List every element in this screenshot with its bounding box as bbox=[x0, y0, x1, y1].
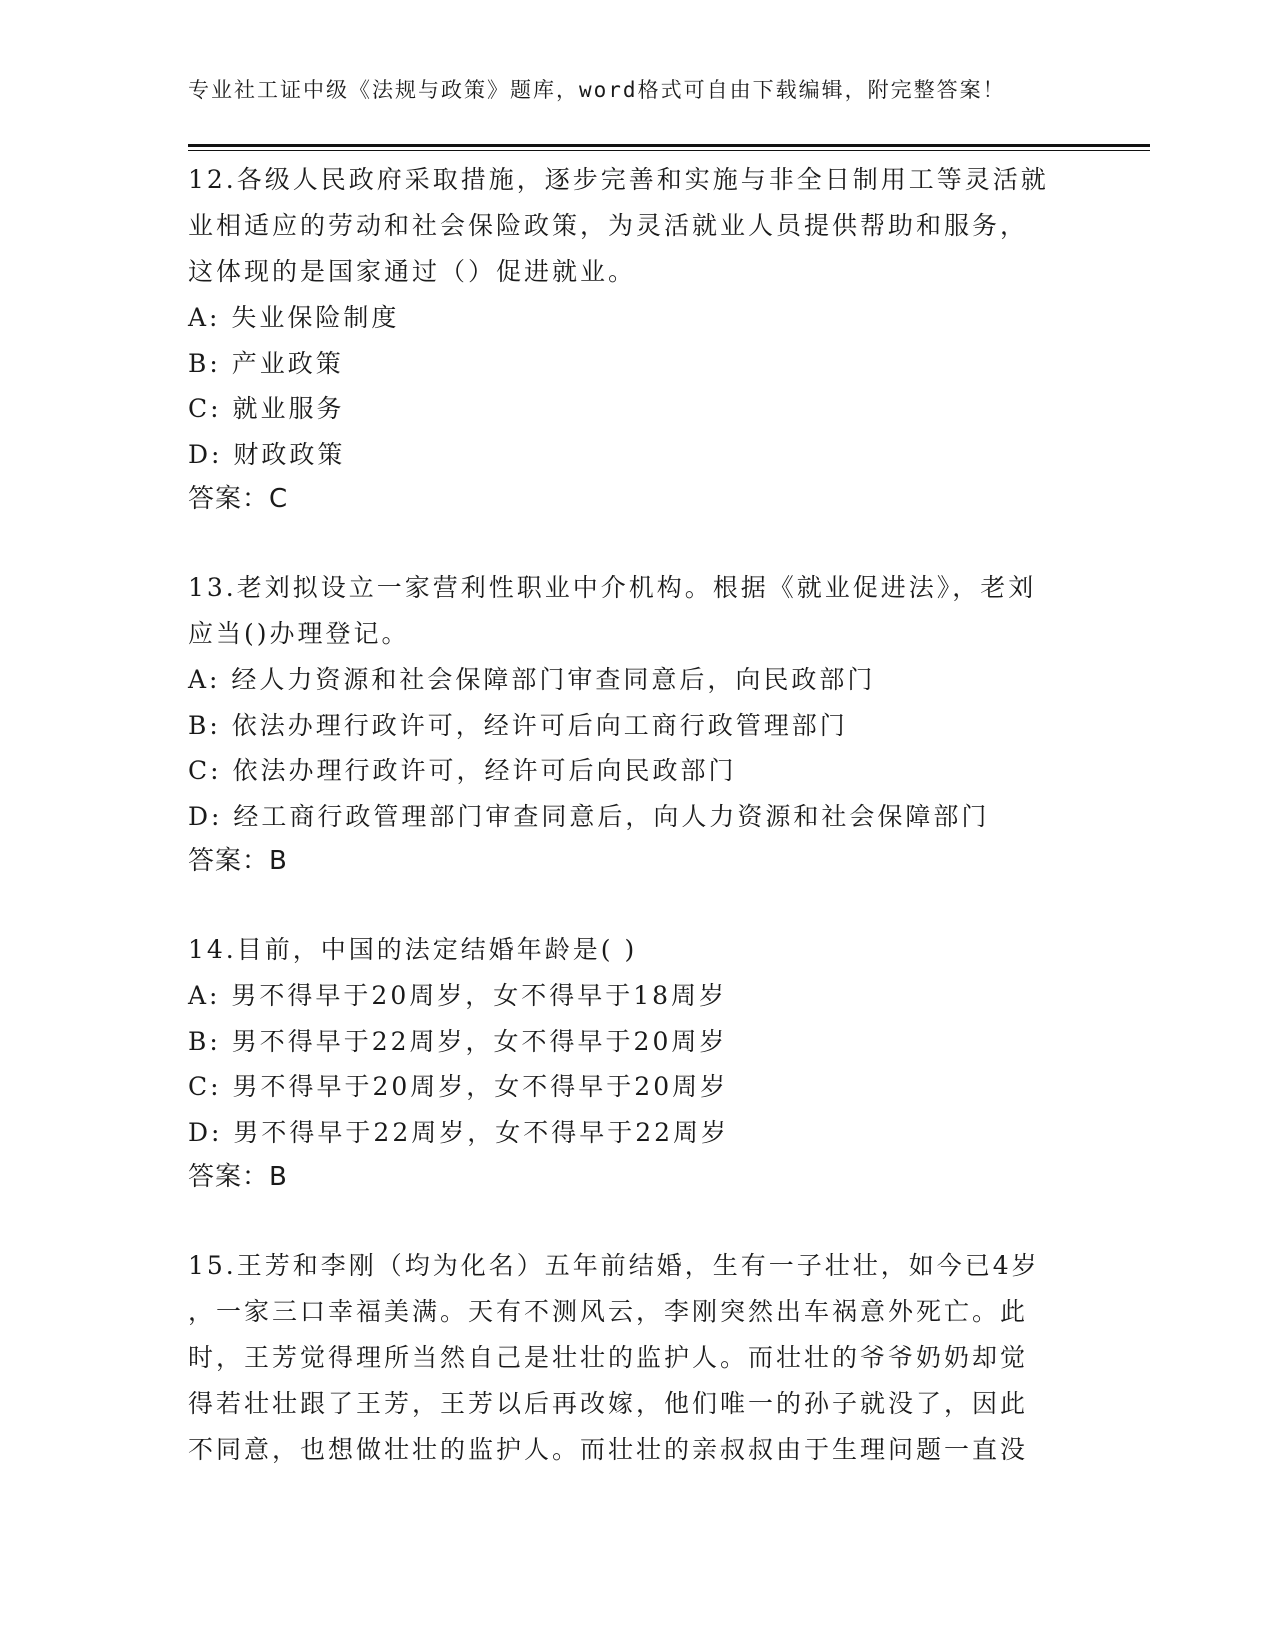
option-a: A: 失业保险制度 bbox=[188, 303, 400, 332]
option-a: A: 经人力资源和社会保障部门审查同意后，向民政部门 bbox=[188, 665, 876, 694]
question-13 bbox=[188, 565, 1088, 884]
question-list bbox=[188, 157, 1088, 1516]
question-text-line: 得若壮壮跟了王芳，王芳以后再改嫁，他们唯一的孙子就没了，因此 bbox=[188, 1389, 1029, 1418]
header-divider bbox=[188, 144, 1150, 151]
question-text-line: 12.各级人民政府采取措施，逐步完善和实施与非全日制用工等灵活就 bbox=[188, 165, 1049, 194]
question-text-line: 业相适应的劳动和社会保险政策，为灵活就业人员提供帮助和服务， bbox=[188, 211, 1029, 240]
option-d: D: 财政政策 bbox=[188, 439, 346, 469]
answer: 答案：C bbox=[188, 484, 289, 514]
option-c: C: 男不得早于20周岁，女不得早于20周岁 bbox=[188, 1072, 729, 1101]
question-12 bbox=[188, 157, 1088, 522]
question-15 bbox=[188, 1243, 1088, 1473]
option-c: C: 依法办理行政许可，经许可后向民政部门 bbox=[188, 756, 737, 785]
question-text-line: 15.王芳和李刚（均为化名）五年前结婚，生有一子壮壮，如今已4岁 bbox=[188, 1251, 1040, 1280]
answer: 答案：B bbox=[188, 846, 288, 876]
question-14 bbox=[188, 927, 1088, 1200]
option-d: D: 男不得早于22周岁，女不得早于22周岁 bbox=[188, 1117, 730, 1147]
question-text-line: 14.目前，中国的法定结婚年龄是( ) bbox=[188, 935, 638, 964]
question-text-line: 应当()办理登记。 bbox=[188, 619, 410, 648]
question-text-line: 这体现的是国家通过（）促进就业。 bbox=[188, 257, 637, 286]
question-text-line: 不同意，也想做壮壮的监护人。而壮壮的亲叔叔由于生理问题一直没 bbox=[188, 1435, 1029, 1464]
option-a: A: 男不得早于20周岁，女不得早于18周岁 bbox=[188, 981, 728, 1010]
question-text-line: ，一家三口幸福美满。天有不测风云，李刚突然出车祸意外死亡。此 bbox=[188, 1297, 1029, 1326]
option-b: B: 男不得早于22周岁，女不得早于20周岁 bbox=[188, 1026, 728, 1056]
answer: 答案：B bbox=[188, 1162, 288, 1192]
option-b: B: 依法办理行政许可，经许可后向工商行政管理部门 bbox=[188, 710, 848, 740]
option-b: B: 产业政策 bbox=[188, 348, 344, 378]
option-c: C: 就业服务 bbox=[188, 394, 345, 423]
question-text-line: 时，王芳觉得理所当然自己是壮壮的监护人。而壮壮的爷爷奶奶却觉 bbox=[188, 1343, 1029, 1372]
question-text-line: 13.老刘拟设立一家营利性职业中介机构。根据《就业促进法》，老刘 bbox=[188, 573, 1037, 602]
option-d: D: 经工商行政管理部门审查同意后，向人力资源和社会保障部门 bbox=[188, 801, 990, 831]
page-header: 专业社工证中级《法规与政策》题库，word格式可自由下载编辑，附完整答案！ bbox=[188, 78, 1006, 102]
